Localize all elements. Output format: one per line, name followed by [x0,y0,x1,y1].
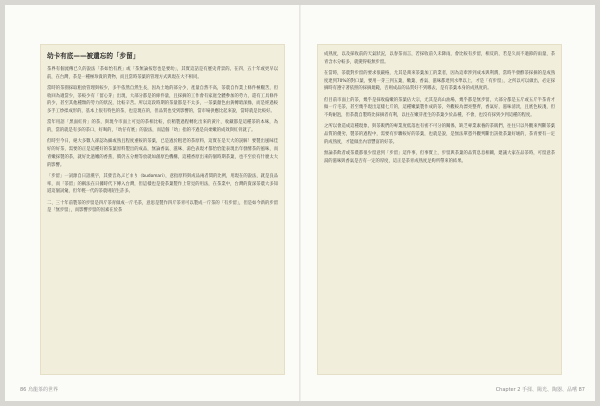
right-page-folio: Chapter 2 手揉、陽光、陶器、品嚐 87 [495,387,585,393]
right-paragraph-2: 在當時，茶農對步留的要求很嚴格，尤其是萬來茶葉加工的業者，因為這牽涉到成本與利潤，當時半發酵茶採摘的是成熟度達到70%的對口葉，要用一芽三到五葉，嫩葉、香氣、滋味都達到水準以上，才是「有步留」，之所以可以做出，必定採摘時有遵守著依照的採摘規範，否則成品的品質好不到哪去，是有茶葉本身的成熟度的。 [324,71,555,92]
book-spread [5,5,595,401]
sidebar-box-right [317,44,562,375]
sidebar-heading: 幼卡有底——被遺忘的「步留」 [47,52,140,60]
left-paragraph-6: 二、三十年前製茶的步留是四斤茶青做成一斤毛茶，意思是製作四斤茶青可以製成一斤茶的「有步留」，但是如今新的步留是「無步留」，而影響步留的因素在於茶 [47,200,278,214]
left-paragraph-1: 茶界有個流傳已久的說法「茶如怡有底」或「茶無論按您也是要幼」，其實這話是有歷史背景的。在四、五十年或更早以前，在台灣，茶是一種極珍貴的貨物，而且當時茶葉的管理方式與現在大不相同。 [47,67,278,80]
right-paragraph-4: 之所以會造成這種現象，與茶販們的專業度低落也有密不可分的關係，缺乏專業素養的茶販們，往往只以外觀來判斷茶葉品質的優劣，製茶的過程中，需要有步驟較好的茶葉，也就是說，是無法單憑外觀判斷出該批茶葉好壞的，茶青要有一定的成熟度，才能做出內容豐富的好茶。 [324,124,555,145]
right-paragraph-1: 成熟度，以及採收前的天氣狀況，以春茶而言，若採收前久未降雨，會比較有步留，相反的，若是久而不適節的雨量，茶青含水分較多，就變得較無步留。 [324,52,555,65]
sidebar-box-left [40,44,285,375]
left-paragraph-2: 當時的茶園採取粗放管理與較少，多半依然自然生長，因為土地的部分少，產量自然不高，茶農自作業上條件極艱苦，但收回為適當少，茶較少有「留心芽」出現，大部分都是的條件量，且採摘的工作會有家庭全體參加的勞力，還有工具條件的少，甚至其他種類的勞力的狀況，比較辛苦。所以這段時期的茶量都是不太多，一茶葉顏色由黃轉暗深綠，而是經過較多手工炒揉成形的，基本上很有特色的茶，也是現在的，但品質也受到影響的，當市場供應比起來說，當時就是比較好。 [47,86,278,115]
left-paragraph-4: 但時至今日，絕大多數人卻認為細或熟且程度重較的茶葉，已是過於粗老的茶原料，這實在是天大的誤解！要製出風味佳好的好茶，需要的正是這種好的茶葉原料製出的成品，無論香氣、滋味、湯色表現才都恰恰能表現出年發酵茶的風味，而青嫩採製的茶，就好比過嫩的香蕉，價仍五分煙等放就如創原色機構，這種香原出來的個時期茶葉，也不至於有什麼太大的影響。 [47,139,278,168]
left-paragraph-5: 「步留」一詞源自日語漢字，其發音為ぶどまり（budomari），意指原料與成品兩者間的比例，用現在的說法，就是良品率，而「茶留」的稱法在日據時代下傳入台灣，但這樣也是從茶葉製作上常見的用法，在茶業中，台灣的資深茶農大多知道這個詞彙，但年輕一代的茶農則陌生許多。 [47,173,278,195]
left-paragraph-3: 當年用語「黑面紅骨」的茶，與現今市面上可見的茶相比較，於稍製過程轉化出來的黃片，收藏都是這種茶的本味，為的，當的就是有多的茶口，好喝的，「幼仔有底」的說法，而這個「幼」指的不過是向柔嫩的成效與紅骨就了。 [47,120,278,134]
book-gutter [299,5,301,401]
right-paragraph-3: 但目前市面上的茶，幾乎是採收偏嫩的茶葉佔大宗，尤其是高山油場，幾乎都是無步留，大部分都是五斤或五斤半茶青才做一斤毛茶，甚至幾乎現出這樣七斤的，這種嫩葉製作成的茶，外觀較為漂亮整齊，香氣好，滋味清淡，且底色較淺，但不夠耐泡，但茶農自製時比採摘者有利，以往在嫩芽產生的茶葉少於品種，不會，也沒有採到少到這種的程度。 [324,97,555,119]
right-paragraph-5: 無論茶飲者或茶農都很少留意到「步留」這件事，但事實上，步留與茶葉的品質息息相關，建議大家在品茶時，可留意茶湯的滋味與香氣是否有一定的厚度，這正是茶青成熟度足夠所帶來的結果。 [324,151,555,164]
left-page-folio: 86 烏龍茶的世界 [20,387,58,393]
